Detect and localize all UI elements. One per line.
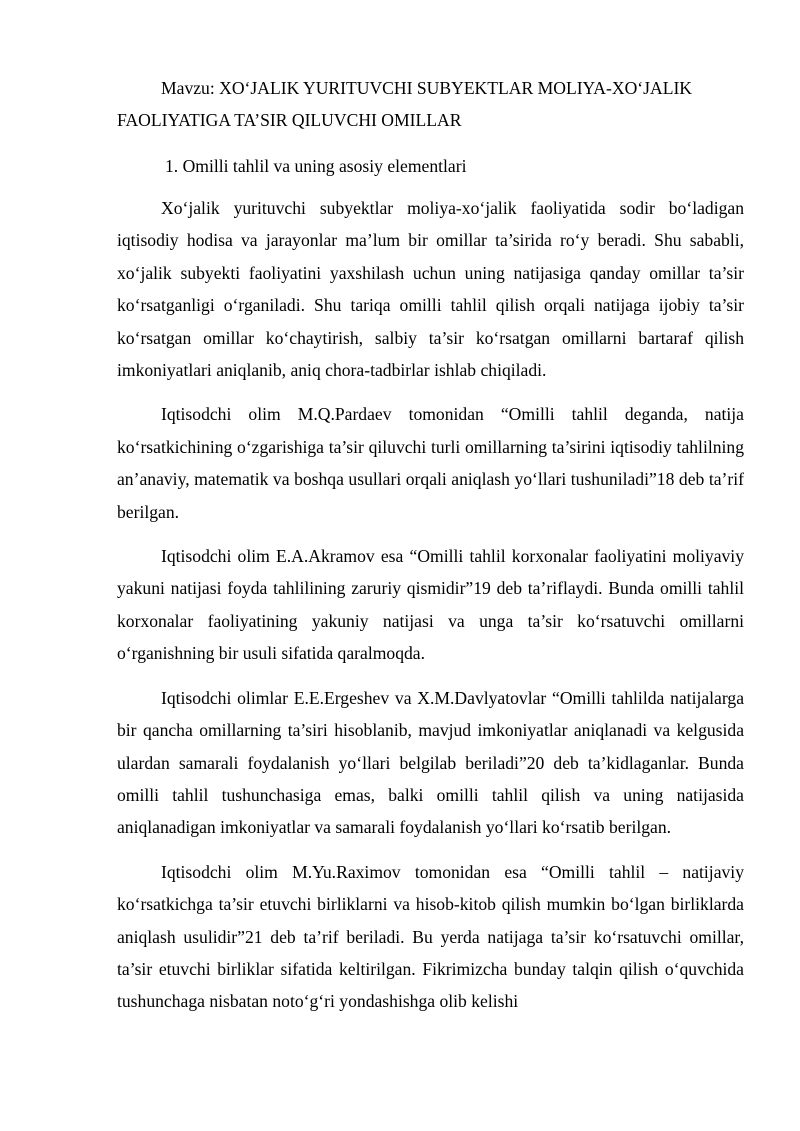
paragraph-3: Iqtisodchi olim E.A.Akramov esa “Omilli tahlil korxonalar faoliyatini moliyaviy yakuni natijasi foyda tahlilining zaruriy qismidir”19 deb ta’riflaydi. Bunda omilli tahlil korxonalar faoliyatining yakuniy natijasi va unga ta’sir ko‘rsatuvchi omillarni o‘rganishning bir usuli sifatida qaralmoqda. (117, 546, 744, 664)
paragraph-5: Iqtisodchi olim M.Yu.Raximov tomonidan esa “Omilli tahlil – natijaviy ko‘rsatkichga ta’sir etuvchi birliklarni va hisob-kitob qilish mumkin bo‘lgan birliklarda aniqlash usulidir”21 deb ta’rif beriladi. Bu yerda natijaga ta’sir ko‘rsatuvchi omillar, ta’sir etuvchi birliklar sifatida keltirilgan. Fikrimizcha bunday talqin qilish o‘quvchida tushunchaga nisbatan noto‘g‘ri yondashishga olib kelishi (117, 861, 744, 1012)
paragraph-2: Iqtisodchi olim M.Q.Pardaev tomonidan “Omilli tahlil deganda, natija ko‘rsatkichining o‘zgarishiga ta’sir qiluvchi turli omillarning ta’sirini iqtisodiy tahlilning an’anaviy, matematik va boshqa usullari orqali aniqlash yo‘llari tushuniladi”18 deb ta’rif berilgan. (117, 404, 744, 522)
paragraph-4: Iqtisodchi olimlar E.E.Ergeshev va X.M.Davlyatovlar “Omilli tahlilda natijalarga bir qancha omillarning ta’siri hisoblanib, mavjud imkoniyatlar aniqlanadi va kelgusida ulardan samarali foydalanish yo‘llari belgilab beriladi”20 deb ta’kidlaganlar. Bunda omilli tahlil tushunchasiga emas, balki omilli tahlil qilish va uning natijasida aniqlanadigan imkoniyatlar va samarali foydalanish yo‘llari ko‘rsatib berilgan. (117, 687, 744, 838)
document-title: Mavzu: XO‘JALIK YURITUVCHI SUBYEKTLAR MOLIYA-XO‘JALIK FAOLIYATIGA TA’SIR QILUVCHI OMILLAR (117, 78, 693, 130)
section-heading: 1. Omilli tahlil va uning asosiy elementlari (165, 156, 467, 176)
paragraph-1: Xo‘jalik yurituvchi subyektlar moliya-xo‘jalik faoliyatida sodir bo‘ladigan iqtisodiy hodisa va jarayonlar ma’lum bir omillar ta’sirida ro‘y beradi. Shu sababli, xo‘jalik subyekti faoliyatini yaxshilash uchun uning natijasiga qanday omillar ta’sir ko‘rsatganligi o‘rganiladi. Shu tariqa omilli tahlil qilish orqali natijaga ijobiy ta’sir ko‘rsatgan omillar ko‘chaytirish, salbiy ta’sir ko‘rsatgan omillarni bartaraf qilish imkoniyatlari aniqlanib, aniq chora-tadbirlar ishlab chiqiladi. (117, 198, 744, 381)
